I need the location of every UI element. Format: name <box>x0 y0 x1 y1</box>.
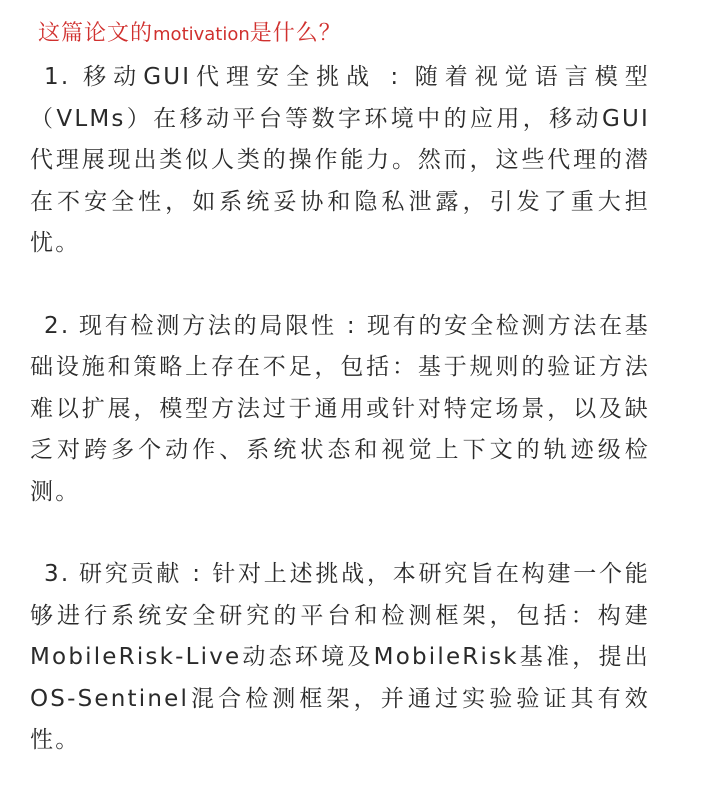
section-3 <box>30 554 650 762</box>
section-1 <box>30 57 650 265</box>
section-3-number: 3. <box>44 561 71 587</box>
section-1-heading: 移动GUI代理安全挑战 <box>78 64 377 90</box>
section-3-separator: : <box>182 561 213 587</box>
section-2-heading: 现有检测方法的局限性 <box>78 312 337 339</box>
question-title <box>38 14 650 55</box>
section-2-number: 2. <box>44 312 71 339</box>
section-2 <box>30 306 650 514</box>
section-gap <box>30 513 650 554</box>
section-gap <box>30 265 650 306</box>
section-2-separator: : <box>336 312 367 339</box>
question-prefix: 这篇论文的 <box>38 21 154 46</box>
section-1-body: 随着视觉语言模型（VLMs）在移动平台等数字环境中的应用，移动GUI代理展现出类似人类的操作能力。然而，这些代理的潜在不安全性，如系统妥协和隐私泄露，引发了重大担忧。 <box>30 64 650 256</box>
answer-document <box>30 14 650 762</box>
section-1-number: 1. <box>44 64 71 90</box>
section-2-body: 现有的安全检测方法在基础设施和策略上存在不足，包括：基于规则的验证方法难以扩展，模型方法过于通用或针对特定场景，以及缺乏对跨多个动作、系统状态和视觉上下文的轨迹级检测。 <box>30 312 651 505</box>
question-keyword: motivation <box>153 24 250 45</box>
section-3-body: 针对上述挑战，本研究旨在构建一个能够进行系统安全研究的平台和检测框架，包括：构建MobileRisk-Live动态环境及MobileRisk基准，提出OS-Sentinel混合检测框架，并通过实验验证其有效性。 <box>30 561 650 753</box>
question-suffix: 是什么？ <box>249 21 342 46</box>
section-1-separator: : <box>376 64 415 90</box>
section-3-heading: 研究贡献 <box>78 561 183 587</box>
